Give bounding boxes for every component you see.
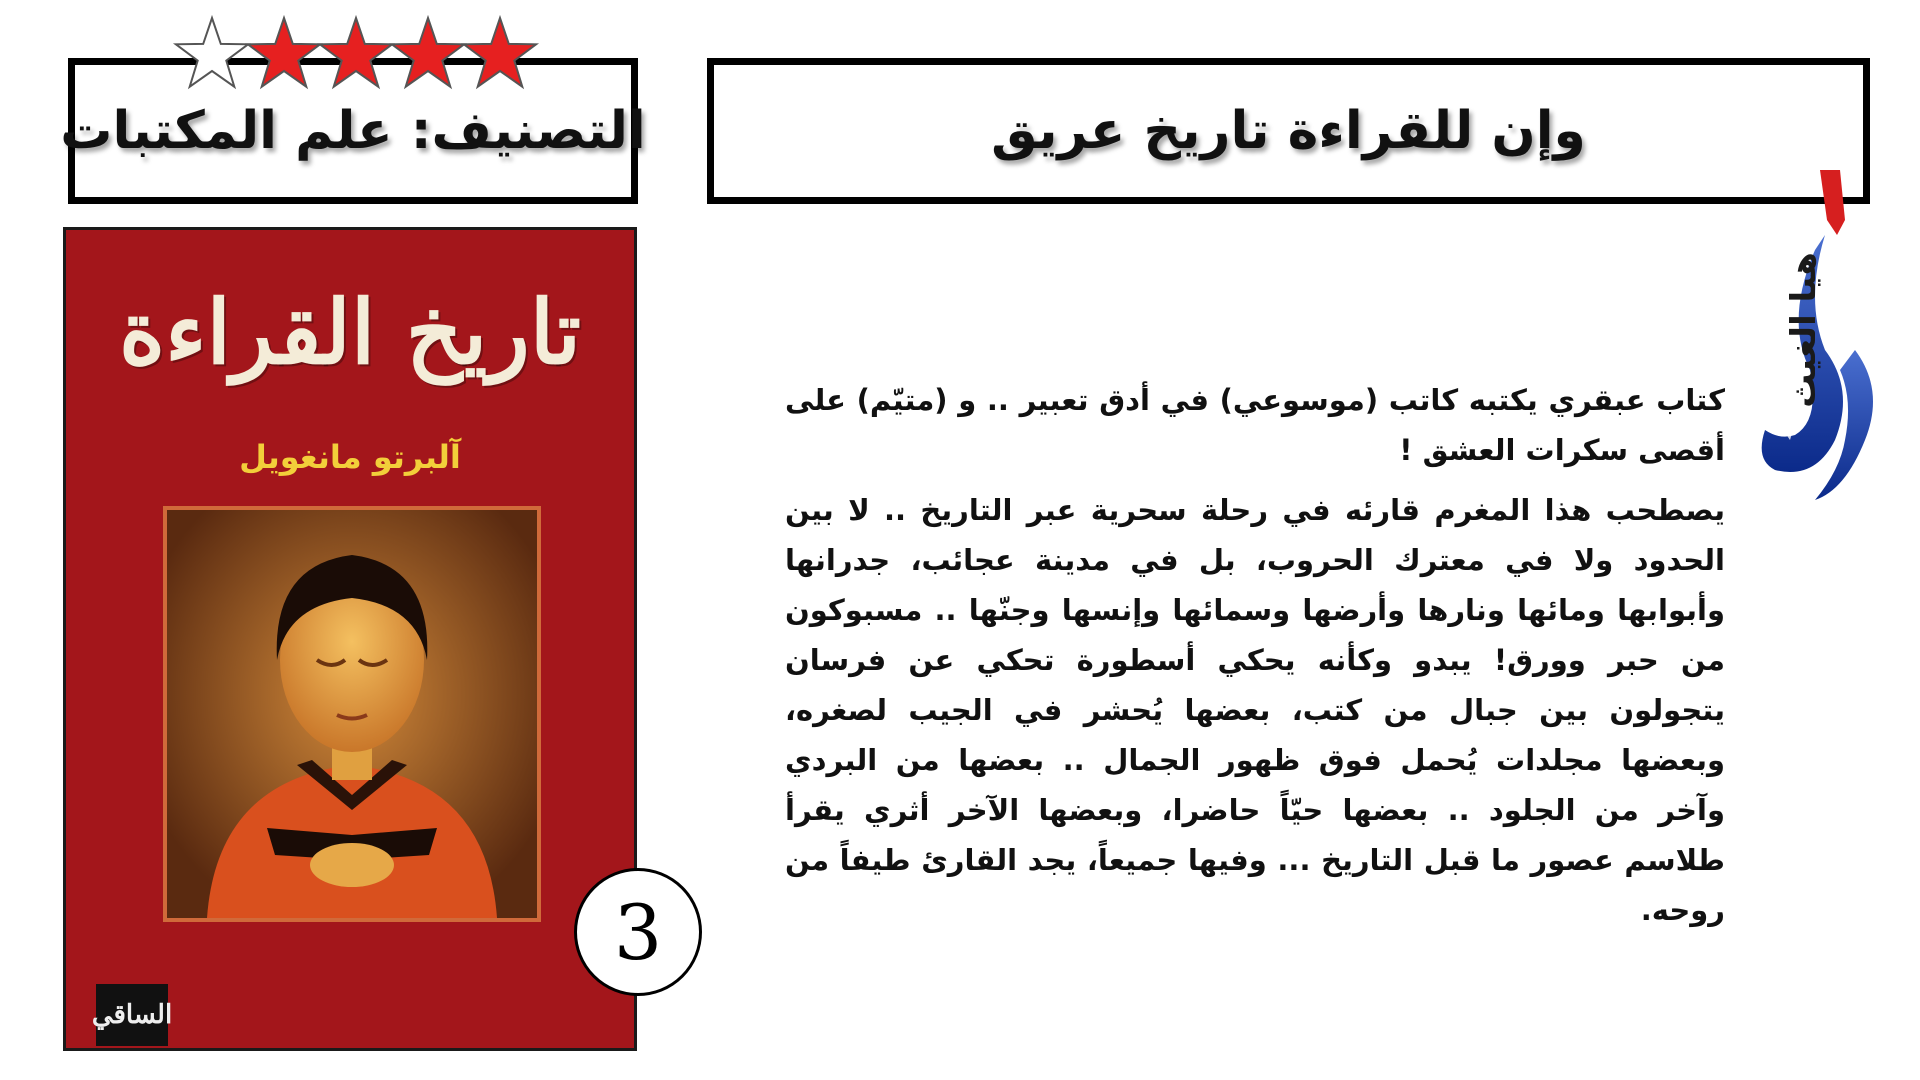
cover-title: تاريخ القراءة <box>119 280 581 384</box>
rating-stars <box>172 14 542 96</box>
brand-logo <box>1745 140 1895 520</box>
star-filled-icon <box>320 18 392 87</box>
star-filled-icon <box>392 18 464 87</box>
category-label: التصنيف: علم المكتبات <box>60 101 646 161</box>
item-number-badge: 3 <box>574 868 702 996</box>
cover-painting <box>163 506 541 922</box>
star-empty-icon <box>176 18 248 87</box>
publisher-logo: الساقي <box>96 984 168 1046</box>
title-box <box>707 58 1870 204</box>
description-paragraph-1: كتاب عبقري يكتبه كاتب (موسوعي) في أدق تعبير .. و (متيّم) على أقصى سكرات العشق ! <box>785 383 1725 467</box>
book-cover-image <box>63 227 637 1051</box>
brand-logo-text: هيا الغيث <box>1784 252 1824 408</box>
star-filled-icon <box>464 18 536 87</box>
page-title: وإن للقراءة تاريخ عريق <box>991 101 1586 161</box>
description-paragraph-2: يصطحب هذا المغرم قارئه في رحلة سحرية عبر التاريخ .. لا بين الحدود ولا في معترك الحروب، بل في مدينة عجائب، جدرانها وأبوابها ومائها ونارها وأرضها وسمائها وإنسها وجنّها .. مسبوكون من حبر وورق! يبدو وكأنه يحكي أسطورة تحكي عن فرسان يتجولون بين جبال من كتب، بعضها يُحشر في الجيب لصغره، وبعضها مجلدات يُحمل فوق ظهور الجمال .. بعضها من البردي وآخر من الجلود .. بعضها حيّاً حاضرا، وبعضها الآخر أثري يقرأ طلاسم عصور ما قبل التاريخ ... وفيها جميعاً، يجد القارئ طيفاً من روحه. <box>785 493 1725 927</box>
book-description <box>785 375 1725 945</box>
cover-author: آلبرتو مانغويل <box>239 438 461 476</box>
star-filled-icon <box>248 18 320 87</box>
